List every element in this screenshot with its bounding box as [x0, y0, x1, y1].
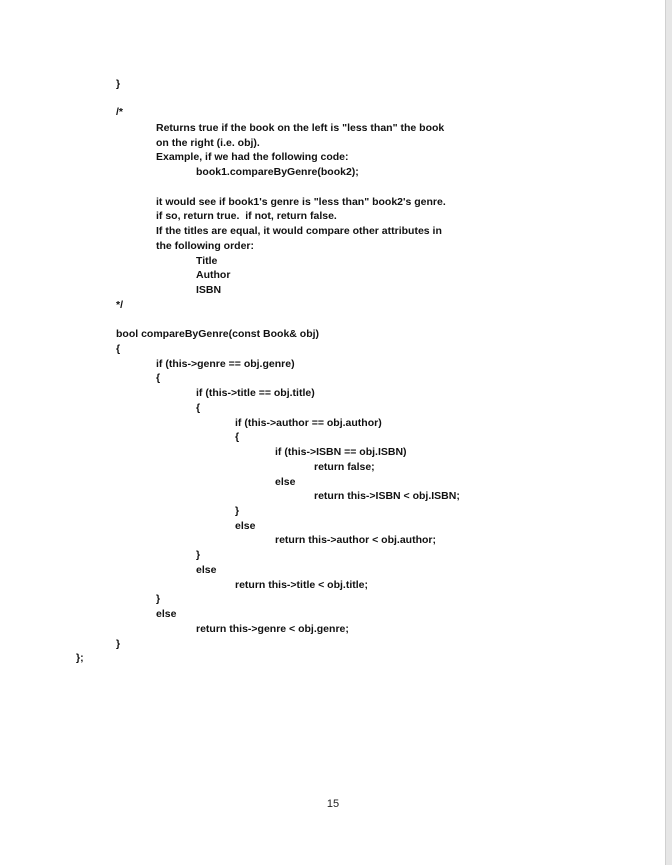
- code-line: return this->title < obj.title;: [235, 579, 369, 591]
- code-line: else: [275, 476, 296, 488]
- comment-line: it would see if book1's genre is "less than" book2's genre.: [156, 196, 446, 208]
- code-line: };: [76, 652, 84, 664]
- code-line: }: [116, 638, 121, 650]
- code-line: }: [156, 593, 161, 605]
- code-line: return this->ISBN < obj.ISBN;: [314, 490, 460, 502]
- code-line: else: [196, 564, 217, 576]
- code-line: }: [196, 549, 201, 561]
- comment-open: /*: [116, 106, 124, 118]
- code-line: else: [235, 520, 256, 532]
- comment-line: the following order:: [156, 240, 254, 252]
- code-line: {: [196, 402, 201, 414]
- code-line: if (this->genre == obj.genre): [156, 358, 295, 370]
- code-line: return this->genre < obj.genre;: [196, 623, 349, 635]
- code-line: {: [156, 372, 161, 384]
- comment-line: if so, return true. if not, return false.: [156, 210, 337, 222]
- page-number: 15: [326, 798, 340, 810]
- comment-line: ISBN: [196, 284, 222, 296]
- code-line: return false;: [314, 461, 375, 473]
- code-line: if (this->author == obj.author): [235, 417, 382, 429]
- code-line: return this->author < obj.author;: [275, 534, 437, 546]
- code-line: }: [116, 78, 121, 90]
- comment-line: If the titles are equal, it would compare other attributes in: [156, 225, 442, 237]
- comment-line: Author: [196, 269, 231, 281]
- comment-line: Example, if we had the following code:: [156, 151, 349, 163]
- code-line: if (this->ISBN == obj.ISBN): [275, 446, 407, 458]
- code-line: if (this->title == obj.title): [196, 387, 315, 399]
- comment-line: on the right (i.e. obj).: [156, 137, 260, 149]
- code-line: {: [235, 431, 240, 443]
- comment-line: Returns true if the book on the left is "less than" the book: [156, 122, 445, 134]
- code-line: {: [116, 343, 121, 355]
- code-line: }: [235, 505, 240, 517]
- code-line: else: [156, 608, 177, 620]
- comment-line: Title: [196, 255, 218, 267]
- window-edge: [665, 0, 672, 865]
- comment-close: */: [116, 299, 124, 311]
- function-signature: bool compareByGenre(const Book& obj): [116, 328, 320, 340]
- comment-line: book1.compareByGenre(book2);: [196, 166, 359, 178]
